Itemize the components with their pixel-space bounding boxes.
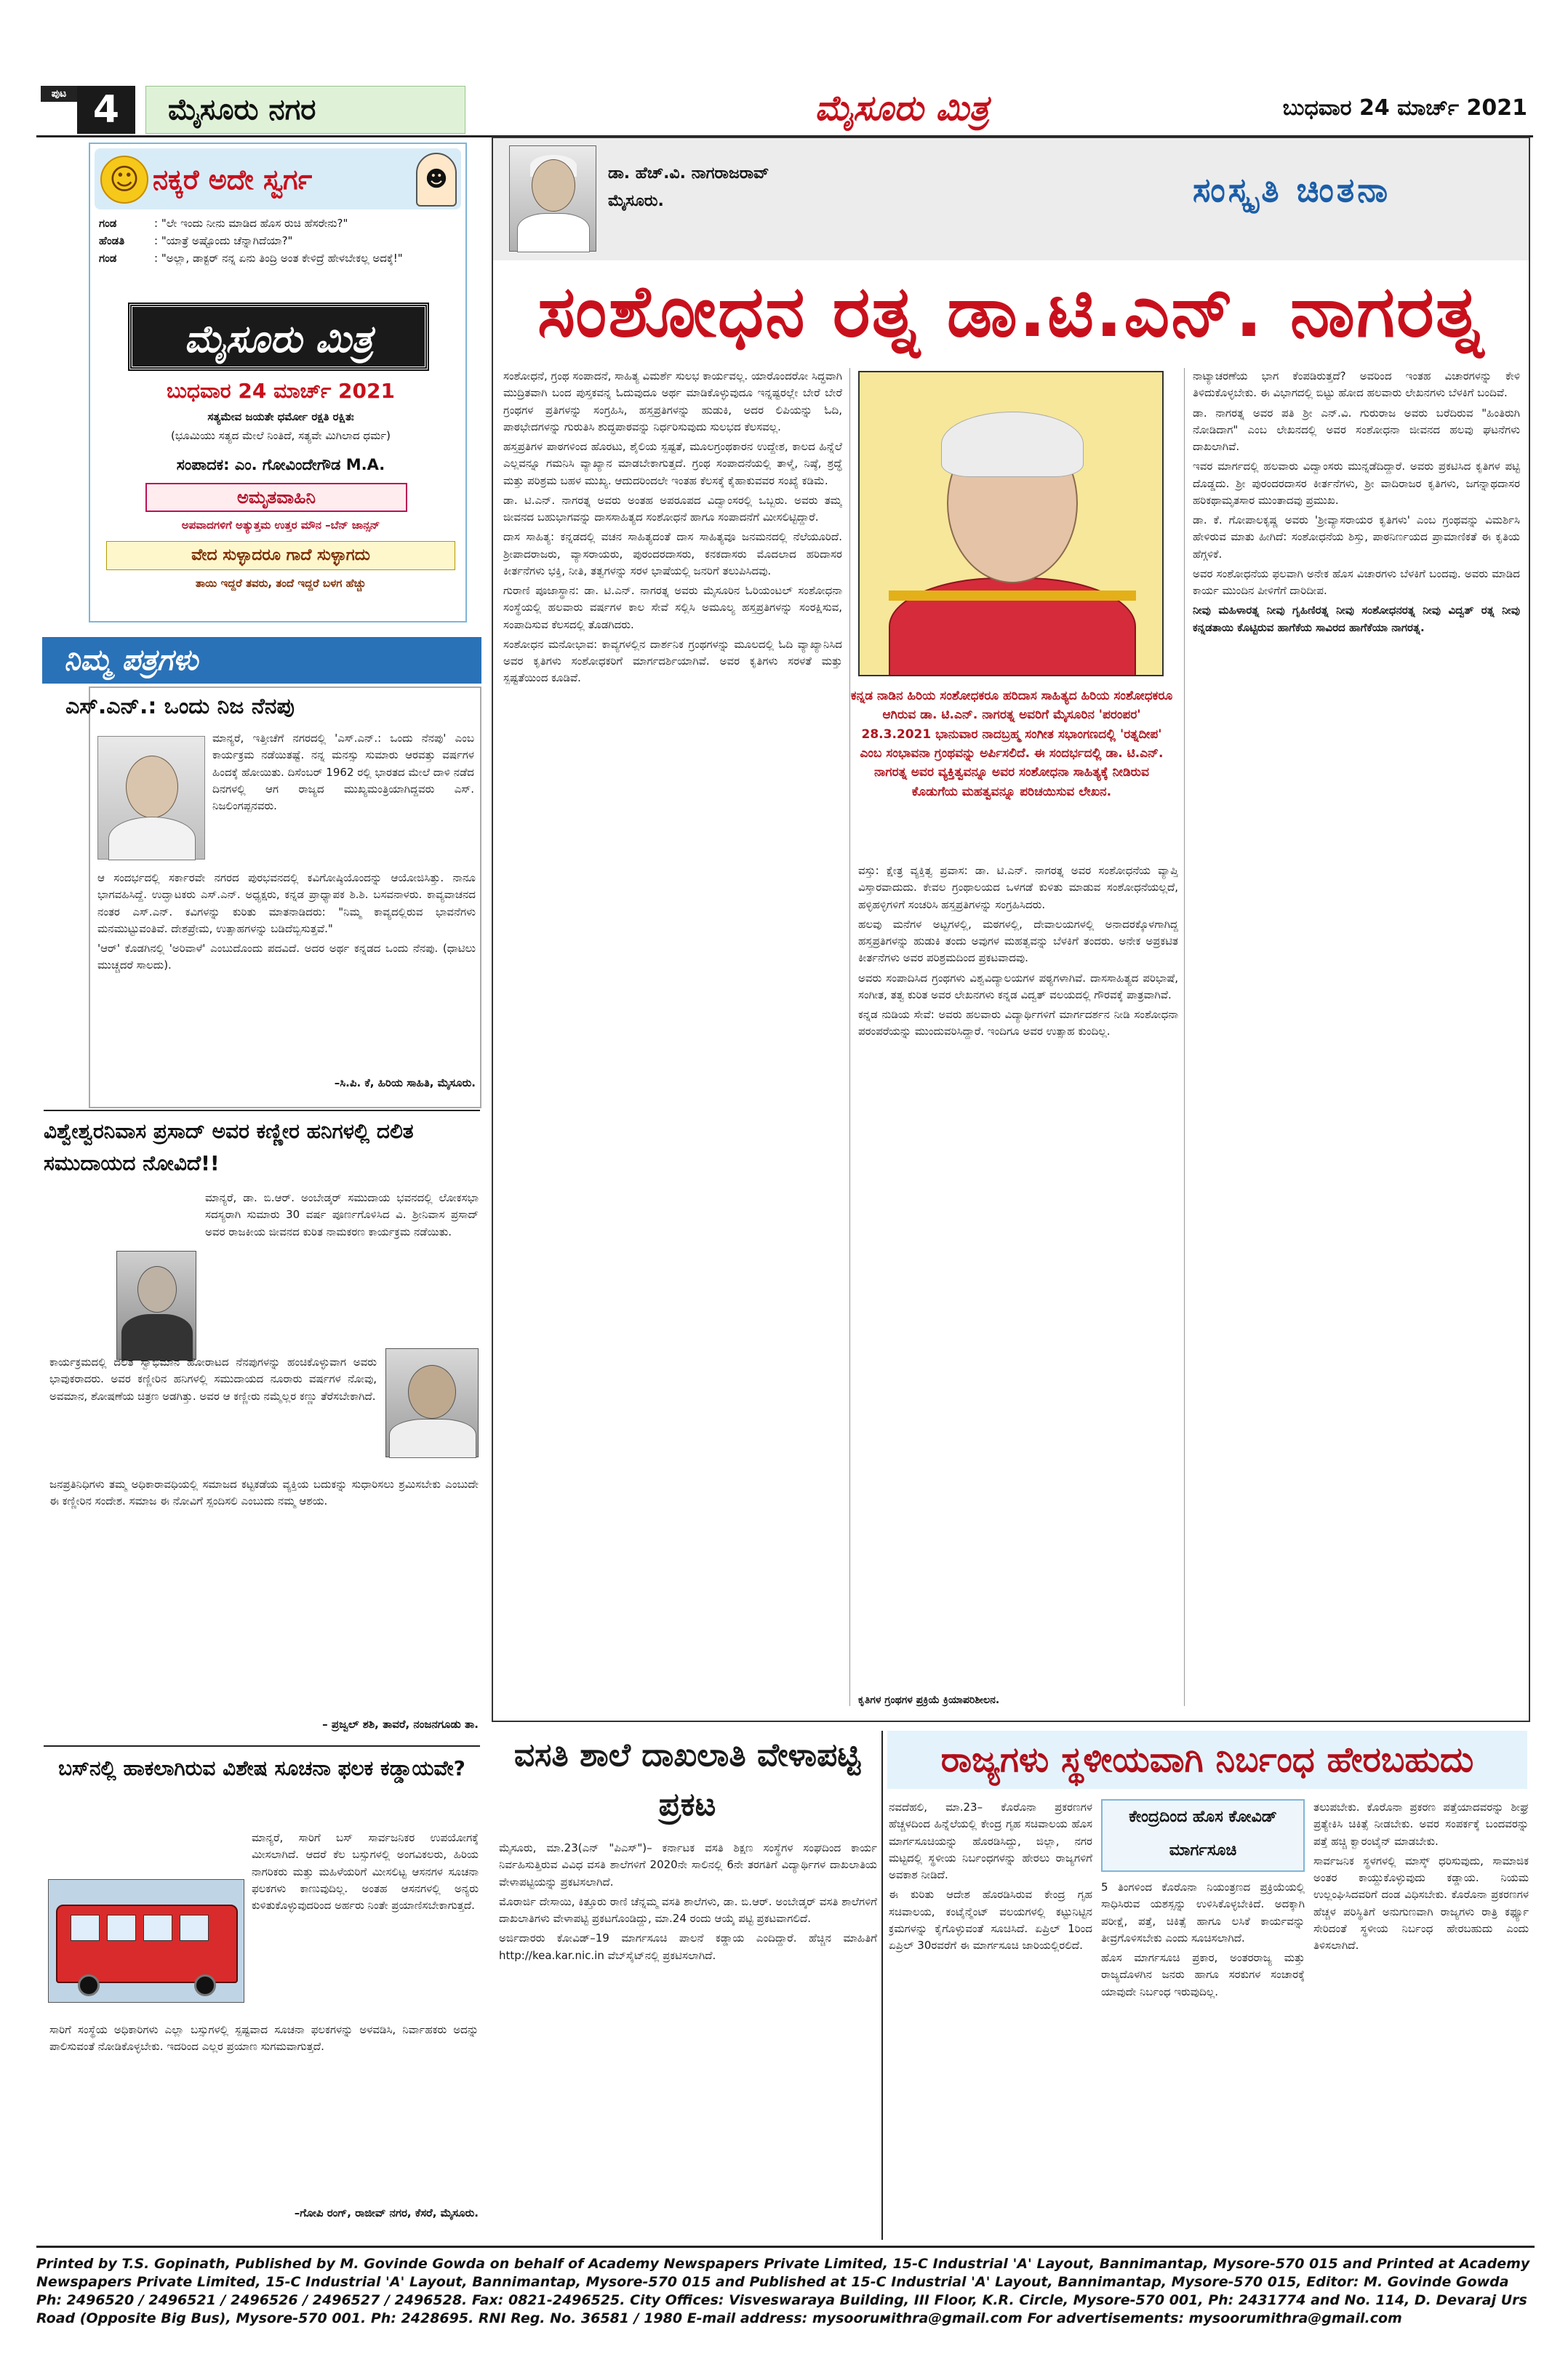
letters-banner-label: ನಿಮ್ಮ ಪತ್ರಗಳು [64,644,199,677]
joke-text: : "ಅಲ್ಲಾ, ಡಾಕ್ಟರ್ ನನ್ನ ಏನು ತಿಂದ್ರಿ ಅಂತ ಕೇಳಿದ್ರೆ ಹೇಳಬೇಕಲ್ಲ ಅದಕ್ಕೆ!" [154,252,403,265]
article-paragraph: ಗುರಾಣಿ ಪೂಜಾಸ್ಥಾನ: ಡಾ. ಟಿ.ಎನ್. ನಾಗರತ್ನ ಅವರು ಮೈಸೂರಿನ ಓರಿಯಂಟಲ್ ಸಂಶೋಧನಾ ಸಂಸ್ಥೆಯಲ್ಲಿ ಹಲವಾರು ವರ್ಷಗಳ ಕಾಲ ಸೇವೆ ಸಲ್ಲಿಸಿ ಅಮೂಲ್ಯ ಹಸ್ತಪ್ರತಿಗಳನ್ನು ಸಂರಕ್ಷಿಸುವ, ಸಂಪಾದಿಸುವ ಕೆಲಸದಲ್ಲಿ ತೊಡಗಿದರು. [503,584,842,631]
print-imprint-footer: Printed by T.S. Gopinath, Published by M. Govinde Gowda on behalf of Academy Newspapers Private Limited, 15-C Industrial 'A' Layout, Bannimantap, Mysore-570 015 and Printed at Academy Newspapers Private Limited, 15-C Industrial 'A' Layout, Bannimantap, Mysore-570 015 and Published at 15-C Industrial 'A' Layout, Bannimantap, Mysore-570 015, Editor: M. Govinde Gowda Ph: 2496520 / 2496521 / 2496526 / 2496527 / 2496528. Fax: 0821-2496525. City Offices: Visveswaraya Building, III Floor, K.R. Circle, Mysore-570 001, Ph: 2431774 and No. 114, D. Devaraj Urs Road (Opposite Big Bus), Mysore-570 001. Ph: 2428695. RNI Reg. No. 36581 / 1980 E-mail address: mysooruмithra@gmail.com For advertisements: mysoorumithra@gmail.com [36,2246,1535,2355]
column-divider [849,368,850,1706]
article-paragraph: 5 ತಿಂಗಳಿಂದ ಕೊರೊನಾ ನಿಯಂತ್ರಣದ ಪ್ರಕ್ರಿಯೆಯಲ್ಲಿ ಸಾಧಿಸಿರುವ ಯಶಸ್ಸನ್ನು ಉಳಿಸಿಕೊಳ್ಳಬೇಕಿದೆ. ಅದಕ್ಕಾಗಿ ಪರೀಕ್ಷೆ, ಪತ್ತೆ, ಚಿಕಿತ್ಸೆ ಹಾಗೂ ಲಸಿಕೆ ಕಾರ್ಯವನ್ನು ತೀವ್ರಗೊಳಿಸಬೇಕು ಎಂದು ಸೂಚಿಸಲಾಗಿದೆ. [1101,1881,1305,1945]
joke-speaker: ಹೆಂಡತಿ [99,234,125,247]
letter-writer-photo [97,736,205,860]
article-paragraph: ಸಾರ್ವಜನಿಕ ಸ್ಥಳಗಳಲ್ಲಿ ಮಾಸ್ಕ್ ಧರಿಸುವುದು, ಸಾಮಾಜಿಕ ಅಂತರ ಕಾಯ್ದುಕೊಳ್ಳುವುದು ಕಡ್ಡಾಯ. ನಿಯಮ ಉಲ್ಲಂಘಿಸಿದವರಿಗೆ ದಂಡ ವಿಧಿಸಬೇಕು. ಕೊರೊನಾ ಪ್ರಕರಣಗಳ ಹೆಚ್ಚಳ ಪರಿಸ್ಥಿತಿಗೆ ಅನುಗುಣವಾಗಿ ರಾಜ್ಯಗಳು ರಾತ್ರಿ ಕರ್ಫ್ಯೂ ಸೇರಿದಂತೆ ಸ್ಥಳೀಯ ನಿರ್ಬಂಧ ಹೇರಬಹುದು ಎಂದು ತಿಳಿಸಲಾಗಿದೆ. [1313,1854,1529,1952]
article-paragraph: ಅರ್ಜಿದಾರರು ಕೋವಿಡ್–19 ಮಾರ್ಗಸೂಚಿ ಪಾಲನೆ ಕಡ್ಡಾಯ ಎಂದಿದ್ದಾರೆ. ಹೆಚ್ಚಿನ ಮಾಹಿತಿಗೆ http://kea.kar.nic.in ವೆಬ್‌ಸೈಟ್‌ನಲ್ಲಿ ಪ್ರಕಟಿಸಲಾಗಿದೆ. [499,1931,877,1962]
article-paragraph: ಅವರು ಸಂಪಾದಿಸಿದ ಗ್ರಂಥಗಳು ವಿಶ್ವವಿದ್ಯಾಲಯಗಳ ಪಠ್ಯಗಳಾಗಿವೆ. ದಾಸಸಾಹಿತ್ಯದ ಪರಿಭಾಷೆ, ಸಂಗೀತ, ತತ್ವ ಕುರಿತ ಅವರ ಲೇಖನಗಳು ಕನ್ನಡ ವಿದ್ವತ್ ವಲಯದಲ್ಲಿ ಗೌರವಕ್ಕೆ ಪಾತ್ರವಾಗಿವೆ. [858,971,1178,1001]
minister-photo [385,1348,479,1457]
smiley-icon: ☺ [100,156,148,204]
states-headline: ರಾಜ್ಯಗಳು ಸ್ಥಳೀಯವಾಗಿ ನಿರ್ಬಂಧ ಹೇರಬಹುದು [887,1731,1527,1789]
paper-logo: ಮೈಸೂರು ಮಿತ್ರ [129,304,428,369]
letter-body [205,1190,479,1342]
letter-paragraph: ಆ ಸಂದರ್ಭದಲ್ಲಿ ಸರ್ಕಾರವೇ ನಗರದ ಪುರಭವನದಲ್ಲಿ ಕವಿಗೋಷ್ಠಿಯೊಂದನ್ನು ಆಯೋಜಿಸಿತ್ತು. ನಾನೂ ಭಾಗವಹಿಸಿದ್ದೆ. ಉದ್ಘಾಟಕರು ಎಸ್.ಎನ್. ಅಧ್ಯಕ್ಷರು, ಕನ್ನಡ ಪ್ರಾಧ್ಯಾಪಕ ಶಿ.ಶಿ. ಬಸವನಾಳರು. ಕಾವ್ಯವಾಚನದ ನಂತರ ಎಸ್.ಎನ್. ಕವಿಗಳನ್ನು ಕುರಿತು ಮಾತನಾಡಿದರು: "ನಿಮ್ಮ ಕಾವ್ಯದಲ್ಲಿರುವ ಭಾವನೆಗಳು ಮನಮುಟ್ಟುವಂತಿವೆ. ದೇಶಪ್ರೇಮ, ಉತ್ಸಾಹಗಳನ್ನು ಬಡಿದೆಬ್ಬಿಸುತ್ತವೆ." [97,871,476,935]
article-paragraph: ಮೊರಾರ್ಜಿ ದೇಸಾಯಿ, ಕಿತ್ತೂರು ರಾಣಿ ಚೆನ್ನಮ್ಮ ವಸತಿ ಶಾಲೆಗಳು, ಡಾ. ಬಿ.ಆರ್. ಅಂಬೇಡ್ಕರ್ ವಸತಿ ಶಾಲೆಗಳಿಗೆ ದಾಖಲಾತಿಗಳು ವೇಳಾಪಟ್ಟಿ ಪ್ರಕಟಗೊಂಡಿದ್ದು, ಮಾ.24 ರಂದು ಆಯ್ಕೆ ಪಟ್ಟಿ ಪ್ರಕಟವಾಗಲಿದೆ. [499,1894,877,1925]
ambedkar-photo [116,1251,196,1360]
letter-title: ಬಸ್‌ನಲ್ಲಿ ಹಾಕಲಾಗಿರುವ ವಿಶೇಷ ಸೂಚನಾ ಫಲಕ ಕಡ್ಡಾಯವೇ? [58,1756,465,1780]
proverb-quote: ತಾಯಿ ಇದ್ದರೆ ತವರು, ತಂದೆ ಇದ್ದರೆ ಬಳಗ ಹೆಚ್ಚು [195,577,367,590]
article-paragraph: ಡಾ. ನಾಗರತ್ನ ಅವರ ಪತಿ ಶ್ರೀ ಎನ್.ವಿ. ಗುರುರಾಜ ಅವರು ಬರೆದಿರುವ "ಹಿಂತಿರುಗಿ ನೋಡಿದಾಗ" ಎಂಬ ಲೇಖನದಲ್ಲಿ ಅವರ ಸಂಶೋಧನಾ ಜೀವನದ ಹಲವು ಘಟನೆಗಳು ದಾಖಲಾಗಿವೆ. [1193,406,1520,453]
joke-text: : "ಯಾತ್ರೆ ಅಷ್ಟೊಂದು ಚೆನ್ನಾಗಿದೆಯಾ?" [154,234,293,247]
covid-guideline-box: ಕೇಂದ್ರದಿಂದ ಹೊಸ ಕೋವಿಡ್ ಮಾರ್ಗಸೂಚಿ [1101,1799,1305,1872]
editor-name: ಸಂಪಾದಕ: ಎಂ. ಗೋವಿಂದೇಗೌಡ M.A. [176,456,385,473]
article-column-2 [858,862,1178,1706]
article-paragraph: ಹಲವು ಮನೆಗಳ ಅಟ್ಟಗಳಲ್ಲಿ, ಮಠಗಳಲ್ಲಿ, ದೇವಾಲಯಗಳಲ್ಲಿ ಅನಾದರಕ್ಕೊಳಗಾಗಿದ್ದ ಹಸ್ತಪ್ರತಿಗಳನ್ನು ಹುಡುಕಿ ತಂದು ಅವುಗಳ ಮಹತ್ವವನ್ನು ಬೆಳಕಿಗೆ ತಂದರು. ಅನೇಕ ಅಪ್ರಕಟಿತ ಕೀರ್ತನೆಗಳು ಅವರ ಪರಿಶ್ರಮದಿಂದ ಪ್ರಕಟವಾದವು. [858,917,1178,965]
joke-text: : "ಲೇ ಇಂದು ನೀನು ಮಾಡಿದ ಹೊಸ ರುಚಿ ಹೆಸರೇನು?" [154,217,348,230]
joke-line [99,233,460,249]
paper-slogan-note: (ಭೂಮಿಯು ಸತ್ಯದ ಮೇಲೆ ನಿಂತಿದೆ, ಸತ್ಯವೇ ಮಿಗಿಲಾದ ಧರ್ಮ) [171,429,391,442]
joke-line [99,215,460,231]
fun-corner-title: ನಕ್ಕರೆ ಅದೇ ಸ್ವರ್ಗ [153,164,313,196]
letter-divider [44,1745,480,1747]
states-article-column-2 [1101,1879,1305,2235]
letter-paragraph: ಮಾನ್ಯರೆ, ಸಾರಿಗೆ ಬಸ್ ಸಾರ್ವಜನಿಕರ ಉಪಯೋಗಕ್ಕೆ ಮೀಸಲಾಗಿದೆ. ಆದರೆ ಕೆಲ ಬಸ್ಸುಗಳಲ್ಲಿ ಅಂಗವಿಕಲರು, ಹಿರಿಯ ನಾಗರಿಕರು ಮತ್ತು ಮಹಿಳೆಯರಿಗೆ ಮೀಸಲಿಟ್ಟ ಆಸನಗಳ ಸೂಚನಾ ಫಲಕಗಳು ಕಾಣುವುದಿಲ್ಲ. ಅಂತಹ ಆಸನಗಳಲ್ಲಿ ಅನ್ಯರು ಕುಳಿತುಕೊಳ್ಳುವುದರಿಂದ ಅರ್ಹರು ನಿಂತೇ ಪ್ರಯಾಣಿಸಬೇಕಾಗುತ್ತದೆ. [252,1831,479,1912]
letter-signature: –ಸಿ.ಪಿ. ಕೆ, ಹಿರಿಯ ಸಾಹಿತಿ, ಮೈಸೂರು. [334,1076,476,1089]
letter-body [49,2022,479,2196]
letter-title: ಎಸ್.ಎನ್.: ಒಂದು ನಿಜ ನೆನಪು [65,694,295,719]
article-column-1 [503,368,842,1706]
article-paragraph: ನವದೆಹಲಿ, ಮಾ.23– ಕೊರೊನಾ ಪ್ರಕರಣಗಳ ಹೆಚ್ಚಳದಿಂದ ಹಿನ್ನೆಲೆಯಲ್ಲಿ ಕೇಂದ್ರ ಗೃಹ ಸಚಿವಾಲಯ ಹೊಸ ಮಾರ್ಗಸೂಚಿಯನ್ನು ಹೊರಡಿಸಿದ್ದು, ಜಿಲ್ಲಾ, ನಗರ ಮಟ್ಟದಲ್ಲಿ ಸ್ಥಳೀಯ ನಿರ್ಬಂಧಗಳನ್ನು ಹೇರಲು ರಾಜ್ಯಗಳಿಗೆ ಅವಕಾಶ ನೀಡಿದೆ. [889,1801,1092,1881]
letter-body [212,730,474,867]
letter-paragraph: ಸಾರಿಗೆ ಸಂಸ್ಥೆಯ ಅಧಿಕಾರಿಗಳು ಎಲ್ಲಾ ಬಸ್ಸುಗಳಲ್ಲಿ ಸ್ಪಷ್ಟವಾದ ಸೂಚನಾ ಫಲಕಗಳನ್ನು ಅಳವಡಿಸಿ, ನಿರ್ವಾಹಕರು ಅದನ್ನು ಪಾಲಿಸುವಂತೆ ನೋಡಿಕೊಳ್ಳಬೇಕು. ಇದರಿಂದ ಎಲ್ಲರ ಪ್ರಯಾಣ ಸುಗಮವಾಗುತ್ತದೆ. [49,2023,479,2054]
author-city: ಮೈಸೂರು. [608,192,664,210]
article-paragraph: ನಾಟ್ಯಾಚರಣೆಯ ಭಾಗ ಕೆಂಪಡಿರುತ್ತದೆ? ಅವರಿಂದ ಇಂತಹ ವಿಚಾರಗಳನ್ನು ಕೇಳಿ ತಿಳಿದುಕೊಳ್ಳಬೇಕು. ಈ ವಿಭಾಗದಲ್ಲಿ ಬಿಟ್ಟು ಹೋದ ಹಲವಾರು ಲೇಖನಗಳು ಬೆಳಕಿಗೆ ಬಂದಿವೆ. [1193,369,1520,400]
letter-paragraph: ಮಾನ್ಯರೆ, ಇತ್ತೀಚೆಗೆ ನಗರದಲ್ಲಿ 'ಎಸ್.ಎನ್.: ಒಂದು ನೆನಪು' ಎಂಬ ಕಾರ್ಯಕ್ರಮ ನಡೆಯಿತಷ್ಟೆ. ನನ್ನ ಮನಸ್ಸು ಸುಮಾರು ಆರವತ್ತು ವರ್ಷಗಳ ಹಿಂದಕ್ಕೆ ಹೋಯಿತು. ದಿಸೆಂಬರ್ 1962 ರಲ್ಲಿ ಭಾರತದ ಮೇಲೆ ದಾಳಿ ನಡೆದ ದಿನಗಳಲ್ಲಿ ಆಗ ರಾಜ್ಯದ ಮುಖ್ಯಮಂತ್ರಿಯಾಗಿದ್ದವರು ಎಸ್. ನಿಜಲಿಂಗಪ್ಪನವರು. [212,732,474,812]
joke-line [99,250,460,266]
photo-caption: ಕನ್ನಡ ನಾಡಿನ ಹಿರಿಯ ಸಂಶೋಧಕರೂ ಹರಿದಾಸ ಸಾಹಿತ್ಯದ ಹಿರಿಯ ಸಂಶೋಧಕರೂ ಆಗಿರುವ ಡಾ. ಟಿ.ಎನ್. ನಾಗರತ್ನ ಅವರಿಗೆ ಮೈಸೂರಿನ 'ಪರಂಪರ' 28.3.2021 ಭಾನುವಾರ ನಾದಬ್ರಹ್ಮ ಸಂಗೀತ ಸಭಾಂಗಣದಲ್ಲಿ 'ರತ್ನದೀಪ' ಎಂಬ ಸಂಭಾವನಾ ಗ್ರಂಥವನ್ನು ಅರ್ಪಿಸಲಿದೆ. ಈ ಸಂದರ್ಭದಲ್ಲಿ ಡಾ. ಟಿ.ಎನ್. ನಾಗರತ್ನ ಅವರ ವ್ಯಕ್ತಿತ್ವವನ್ನೂ ಅವರ ಸಂಶೋಧನಾ ಸಾಹಿತ್ಯಕ್ಕೆ ನೀಡಿರುವ ಕೊಡುಗೆಯ ಮಹತ್ವವನ್ನೂ ಪರಿಚಯಿಸುವ ಲೇಖನ. [850,689,1173,799]
header-date: ಬುಧವಾರ 24 ಮಾರ್ಚ್ 2021 [1282,95,1527,121]
main-headline: ಸಂಶೋಧನ ರತ್ನ ಡಾ.ಟಿ.ಎನ್. ನಾಗರತ್ನ [537,271,1484,353]
letters-banner [42,637,481,684]
paper-date: ಬುಧವಾರ 24 ಮಾರ್ಚ್ 2021 [167,379,395,403]
paper-slogan: ಸತ್ಯಮೇವ ಜಯತೇ ಧರ್ಮೋ ರಕ್ಷತಿ ರಕ್ಷಿತಃ [207,410,354,423]
letter-paragraph: ಜನಪ್ರತಿನಿಧಿಗಳು ತಮ್ಮ ಅಧಿಕಾರಾವಧಿಯಲ್ಲಿ ಸಮಾಜದ ಕಟ್ಟಕಡೆಯ ವ್ಯಕ್ತಿಯ ಬದುಕನ್ನು ಸುಧಾರಿಸಲು ಶ್ರಮಿಸಬೇಕು ಎಂಬುದೇ ಈ ಕಣ್ಣೀರಿನ ಸಂದೇಶ. ಸಮಾಜ ಈ ನೋವಿಗೆ ಸ್ಪಂದಿಸಲಿ ಎಂಬುದು ನಮ್ಮ ಆಶಯ. [49,1478,479,1508]
amrutha-title: ಅಮೃತವಾಹಿನಿ [145,483,407,512]
states-article-column-1 [889,1799,1092,2235]
article-paragraph: ಹಸ್ತಪ್ರತಿಗಳ ಪಾಠಗಳಿಂದ ಹೊರಟು, ಶೈಲಿಯ ಸ್ಪಷ್ಟತೆ, ಮೂಲಗ್ರಂಥಕಾರನ ಉದ್ದೇಶ, ಕಾಲದ ಹಿನ್ನೆಲೆ ಎಲ್ಲವನ್ನೂ ಗಮನಿಸಿ ವ್ಯಾಖ್ಯಾನ ಮಾಡಬೇಕಾಗುತ್ತದೆ. ಗ್ರಂಥ ಸಂಪಾದನೆಯಲ್ಲಿ ತಾಳ್ಮೆ, ನಿಷ್ಠೆ, ಶ್ರದ್ಧೆ ಮತ್ತು ಪರಿಶ್ರಮ ಬಹಳ ಮುಖ್ಯ. ಆದುದರಿಂದಲೇ ಇಂತಹ ಕೆಲಸಕ್ಕೆ ಕೈಹಾಕುವವರ ಸಂಖ್ಯೆ ಕಡಿಮೆ. [503,440,842,487]
states-article-column-3 [1313,1799,1529,2235]
author-name: ಡಾ. ಹೆಚ್.ವಿ. ನಾಗರಾಜರಾವ್ [608,164,769,183]
article-paragraph: ಸಂಶೋಧನೆ, ಗ್ರಂಥ ಸಂಪಾದನೆ, ಸಾಹಿತ್ಯ ವಿಮರ್ಶೆ ಸುಲಭ ಕಾರ್ಯವಲ್ಲ. ಯಾರೊಂದರೋ ಸಿದ್ಧವಾಗಿ ಮುದ್ರಿತವಾಗಿ ಬಂದ ಪುಸ್ತಕವನ್ನ ಓದುವುದೂ ಅರ್ಥ ಮಾಡಿಕೊಳ್ಳುವುದೂ ಇನ್ನಷ್ಟರಲ್ಲೇ ಬೇರೆ ಬೇರೆ ಗ್ರಂಥಗಳ ಪ್ರತಿಗಳನ್ನು ಸಂಗ್ರಹಿಸಿ, ಹಸ್ತಪ್ರತಿಗಳನ್ನು ಹುಡುಕಿ, ಅದರ ಲಿಪಿಯನ್ನು ಓದಿ, ಪಾಠಭೇದಗಳನ್ನು ಗುರುತಿಸಿ ಶುದ್ಧಪಾಠವನ್ನು ನಿರ್ಧರಿಸುವುದು ಸುಲಭದ ಕೆಲಸವಲ್ಲ. [503,369,842,433]
page-label: ಪುಟ [41,86,77,102]
article-paragraph: ದಾಸ ಸಾಹಿತ್ಯ: ಕನ್ನಡದಲ್ಲಿ ವಚನ ಸಾಹಿತ್ಯದಂತೆ ದಾಸ ಸಾಹಿತ್ಯವೂ ಜನಮನದಲ್ಲಿ ನೆಲೆಯೂರಿದೆ. ಶ್ರೀಪಾದರಾಜರು, ವ್ಯಾಸರಾಯರು, ಪುರಂದರದಾಸರು, ಕನಕದಾಸರು ಮೊದಲಾದ ಹರಿದಾಸರ ಕೀರ್ತನೆಗಳು ಭಕ್ತಿ, ನೀತಿ, ತತ್ವಗಳನ್ನು ಸರಳ ಭಾಷೆಯಲ್ಲಿ ಜನರಿಗೆ ತಲುಪಿಸಿದವು. [503,530,842,577]
article-footnote: ಕೃತಿಗಳ ಗ್ರಂಥಗಳ ಪ್ರಕ್ರಿಯೆ ಕ್ರಿಯಾಪರಿಶೀಲನ. [858,1694,1000,1706]
column-divider [1184,368,1185,1706]
hostel-headline: ವಸತಿ ಶಾಲೆ ದಾಖಲಾತಿ ವೇಳಾಪಟ್ಟಿ ಪ್ರಕಟ [513,1737,861,1823]
letter-divider [44,1110,480,1111]
article-paragraph: ಸಂಶೋಧನ ಮನೋಭಾವ: ಕಾವ್ಯಗಳಲ್ಲಿನ ದಾರ್ಶನಿಕ ಗ್ರಂಥಗಳನ್ನು ಮೂಲದಲ್ಲಿ ಓದಿ ವ್ಯಾಖ್ಯಾನಿಸಿದ ಅವರ ಕೃತಿಗಳು ಸಂಶೋಧಕರಿಗೆ ಮಾರ್ಗದರ್ಶಿಯಾಗಿವೆ. ಅವರ ಕೃತಿಗಳು ಸರಳತೆ ಮತ್ತು ಸ್ಪಷ್ಟತೆಯಿಂದ ಕೂಡಿವೆ. [503,637,842,685]
article-paragraph: ಮೈಸೂರು, ಮಾ.23(ಎನ್ "ಪಿಎಸ್")– ಕರ್ನಾಟಕ ವಸತಿ ಶಿಕ್ಷಣ ಸಂಸ್ಥೆಗಳ ಸಂಘದಿಂದ ಕಾರ್ಯ ನಿರ್ವಹಿಸುತ್ತಿರುವ ವಿವಿಧ ವಸತಿ ಶಾಲೆಗಳಿಗೆ 2020ನೇ ಸಾಲಿನಲ್ಲಿ 6ನೇ ತರಗತಿಗೆ ವಿದ್ಯಾರ್ಥಿಗಳ ದಾಖಲಾತಿಯ ವೇಳಾಪಟ್ಟಿಯನ್ನು ಪ್ರಕಟಿಸಲಾಗಿದೆ. [499,1841,877,1889]
page-number: 4 [77,86,135,134]
category-tag: ಸಂಸ್ಕೃತಿ ಚಿಂತನಾ [1193,170,1391,209]
joke-speaker: ಗಂಡ [99,217,117,230]
joke-speaker: ಗಂಡ [99,252,117,265]
article-paragraph: ಈ ಕುರಿತು ಆದೇಶ ಹೊರಡಿಸಿರುವ ಕೇಂದ್ರ ಗೃಹ ಸಚಿವಾಲಯ, ಕಂಟೈನ್ಮೆಂಟ್ ವಲಯಗಳಲ್ಲಿ ಕಟ್ಟುನಿಟ್ಟಿನ ಕ್ರಮಗಳನ್ನು ಕೈಗೊಳ್ಳುವಂತೆ ಸೂಚಿಸಿದೆ. ಏಪ್ರಿಲ್ 1ರಿಂದ ಏಪ್ರಿಲ್ 30ರವರೆಗೆ ಈ ಮಾರ್ಗಸೂಚಿ ಜಾರಿಯಲ್ಲಿರಲಿದೆ. [889,1888,1092,1952]
section-title: ಮೈಸೂರು ನಗರ [145,86,465,134]
subject-photo [858,371,1164,676]
letter-signature: – ಪ್ರಜ್ವಲ್ ಶಶಿ, ತಾವರೆ, ನಂಜನಗೂಡು ತಾ. [322,1718,479,1731]
article-paragraph: ವಸ್ತು: ಕ್ಷೇತ್ರ ವ್ಯಕ್ತಿತ್ವ ಪ್ರವಾಸ: ಡಾ. ಟಿ.ಎನ್. ನಾಗರತ್ನ ಅವರ ಸಂಶೋಧನೆಯ ವ್ಯಾಪ್ತಿ ವಿಸ್ತಾರವಾದುದು. ಕೇವಲ ಗ್ರಂಥಾಲಯದ ಒಳಗಡೆ ಕುಳಿತು ಮಾಡುವ ಸಂಶೋಧನೆಯಲ್ಲದೆ, ಹಳ್ಳಿಹಳ್ಳಿಗಳಿಗೆ ಸಂಚರಿಸಿ ಹಸ್ತಪ್ರತಿಗಳನ್ನು ಸಂಗ್ರಹಿಸಿದರು. [858,864,1178,911]
letter-body [49,1354,377,1470]
column-divider [881,1731,883,2240]
letter-body [49,1476,479,1709]
amrutha-quote: ಅಪವಾದಗಳಿಗೆ ಅತ್ಯುತ್ತಮ ಉತ್ತರ ಮೌನ –ಬೆನ್ ಜಾನ್ಸನ್ [181,519,380,532]
letter-body [97,870,476,1066]
letter-title: ವಿಶ್ವೇಶ್ವರನಿವಾಸ ಪ್ರಸಾದ್ ಅವರ ಕಣ್ಣೀರ ಹನಿಗಳಲ್ಲಿ ದಲಿತ ಸಮುದಾಯದ ನೋವಿದೆ!! [44,1119,414,1175]
proverb-title: ವೇದ ಸುಳ್ಳಾದರೂ ಗಾದೆ ಸುಳ್ಳಾಗದು [106,541,455,570]
article-paragraph: ತಲುಪಬೇಕು. ಕೊರೊನಾ ಪ್ರಕರಣ ಪತ್ತೆಯಾದವರನ್ನು ಶೀಘ್ರ ಪ್ರತ್ಯೇಕಿಸಿ ಚಿಕಿತ್ಸೆ ನೀಡಬೇಕು. ಅವರ ಸಂಪರ್ಕಕ್ಕೆ ಬಂದವರನ್ನು ಪತ್ತೆ ಹಚ್ಚಿ ಕ್ವಾರಂಟೈನ್ ಮಾಡಬೇಕು. [1313,1801,1529,1848]
article-paragraph: ಡಾ. ಟಿ.ಎನ್. ನಾಗರತ್ನ ಅವರು ಅಂತಹ ಅಪರೂಪದ ವಿದ್ವಾಂಸರಲ್ಲಿ ಒಬ್ಬರು. ಅವರು ತಮ್ಮ ಜೀವನದ ಬಹುಭಾಗವನ್ನು ದಾಸಸಾಹಿತ್ಯದ ಸಂಶೋಧನೆ ಹಾಗೂ ಸಂಪಾದನೆಗೆ ಮೀಸಲಿಟ್ಟಿದ್ದಾರೆ. [503,493,842,524]
article-paragraph: ಅವರ ಸಂಶೋಧನೆಯ ಫಲವಾಗಿ ಅನೇಕ ಹೊಸ ವಿಚಾರಗಳು ಬೆಳಕಿಗೆ ಬಂದವು. ಅವರು ಮಾಡಿದ ಕಾರ್ಯ ಮುಂದಿನ ಪೀಳಿಗೆಗೆ ದಾರಿದೀಪ. [1193,567,1520,597]
article-paragraph: ಇವರ ಮಾರ್ಗದಲ್ಲಿ ಹಲವಾರು ವಿದ್ವಾಂಸರು ಮುನ್ನಡೆದಿದ್ದಾರೆ. ಅವರು ಪ್ರಕಟಿಸಿದ ಕೃತಿಗಳ ಪಟ್ಟಿ ದೊಡ್ಡದು. ಶ್ರೀ ಪುರಂದರದಾಸರ ಕೀರ್ತನೆಗಳು, ಶ್ರೀ ವಾದಿರಾಜರ ಕೃತಿಗಳು, ಜಗನ್ನಾಥದಾಸರ ಹರಿಕಥಾಮೃತಸಾರ ಮುಂತಾದವು ಪ್ರಮುಖ. [1193,460,1520,507]
author-photo [509,145,596,252]
article-poem: ನೀವು ಮಹಿಳಾರತ್ನ ನೀವು ಗೃಹಿಣಿರತ್ನ ನೀವು ಸಂಶೋಧನರತ್ನ ನೀವು ವಿದ್ವತ್ ರತ್ನ ನೀವು ಕನ್ನಡತಾಯಿ ಕೊಟ್ಟಿರುವ ಹಾಗೆಕೆಯ ಸಾವಿರದ ಹಾಗೆಕೆಯಾ ನಾಗರತ್ನ. [1193,604,1520,634]
letter-body [252,1830,479,2016]
article-paragraph: ಡಾ. ಕೆ. ಗೋಪಾಲಕೃಷ್ಣ ಅವರು 'ಶ್ರೀವ್ಯಾಸರಾಯರ ಕೃತಿಗಳು' ಎಂಬ ಗ್ರಂಥವನ್ನು ವಿಮರ್ಶಿಸಿ ಹೇಳಿರುವ ಮಾತು ಹೀಗಿದೆ: ಸಂಶೋಧನೆಯ ಶಿಸ್ತು, ಪಾಠನಿರ್ಣಯದ ಪ್ರಾಮಾಣಿಕತೆ ಈ ಕೃತಿಯ ಹೆಗ್ಗಳಿಕೆ. [1193,513,1520,561]
article-paragraph: ಕನ್ನಡ ನುಡಿಯ ಸೇವೆ: ಅವರು ಹಲವಾರು ವಿದ್ಯಾರ್ಥಿಗಳಿಗೆ ಮಾರ್ಗದರ್ಶನ ನೀಡಿ ಸಂಶೋಧನಾ ಪರಂಪರೆಯನ್ನು ಮುಂದುವರಿಸಿದ್ದಾರೆ. ಇಂದಿಗೂ ಅವರ ಉತ್ಸಾಹ ಕುಂದಿಲ್ಲ. [858,1008,1178,1038]
letter-signature: –ಗೋಪಿ ರಂಗ್, ರಾಜೀವ್ ನಗರ, ಕೆಸರೆ, ಮೈಸೂರು. [294,2206,479,2219]
hostel-article-body [499,1840,877,2233]
letter-paragraph: ಮಾನ್ಯರೆ, ಡಾ. ಬಿ.ಆರ್. ಅಂಬೇಡ್ಕರ್ ಸಮುದಾಯ ಭವನದಲ್ಲಿ ಲೋಕಸಭಾ ಸದಸ್ಯರಾಗಿ ಸುಮಾರು 30 ವರ್ಷ ಪೂರ್ಣಗೊಳಿಸಿದ ವಿ. ಶ್ರೀನಿವಾಸ ಪ್ರಸಾದ್ ಅವರ ರಾಜಕೀಯ ಜೀವನದ ಕುರಿತ ನಾಮಕರಣ ಕಾರ್ಯಕ್ರಮ ನಡೆಯಿತು. [205,1191,479,1238]
letter-paragraph: ಕಾರ್ಯಕ್ರಮದಲ್ಲಿ ದಲಿತ ಸ್ವಾಭಿಮಾನ ಹೋರಾಟದ ನೆನಪುಗಳನ್ನು ಹಂಚಿಕೊಳ್ಳುವಾಗ ಅವರು ಭಾವುಕರಾದರು. ಅವರ ಕಣ್ಣೀರಿನ ಹನಿಗಳಲ್ಲಿ ಸಮುದಾಯದ ನೂರಾರು ವರ್ಷಗಳ ನೋವು, ಅವಮಾನ, ಶೋಷಣೆಯ ಚಿತ್ರಣ ಅಡಗಿತ್ತು. ಅವರ ಆ ಕಣ್ಣೀರು ನಮ್ಮೆಲ್ಲರ ಕಣ್ಣು ತೆರೆಸಬೇಕಾಗಿದೆ. [49,1356,377,1403]
article-column-3 [1193,368,1520,1706]
bus-photo [48,1879,244,2003]
masthead-logo: ಮೈಸೂರು ಮಿತ್ರ [815,88,989,129]
cartoon-icon: ☻ [416,153,457,207]
article-paragraph: ಹೊಸ ಮಾರ್ಗಸೂಚಿ ಪ್ರಕಾರ, ಅಂತರರಾಜ್ಯ ಮತ್ತು ರಾಜ್ಯದೊಳಗಿನ ಜನರು ಹಾಗೂ ಸರಕುಗಳ ಸಂಚಾರಕ್ಕೆ ಯಾವುದೇ ನಿರ್ಬಂಧ ಇರುವುದಿಲ್ಲ. [1101,1951,1305,1998]
letter-paragraph: 'ಆರ್' ಕೊಡಗಿನಲ್ಲಿ 'ಅರಿವಾಳೆ' ಎಂಬುದೊಂದು ಪದವಿದೆ. ಅದರ ಅರ್ಥ ಕನ್ನಡದ ಒಂದು ನೆನಪು. (ಧಾಟಿಲು ಮುಚ್ಚದರೆ ಸಾಲದು). [97,942,476,972]
